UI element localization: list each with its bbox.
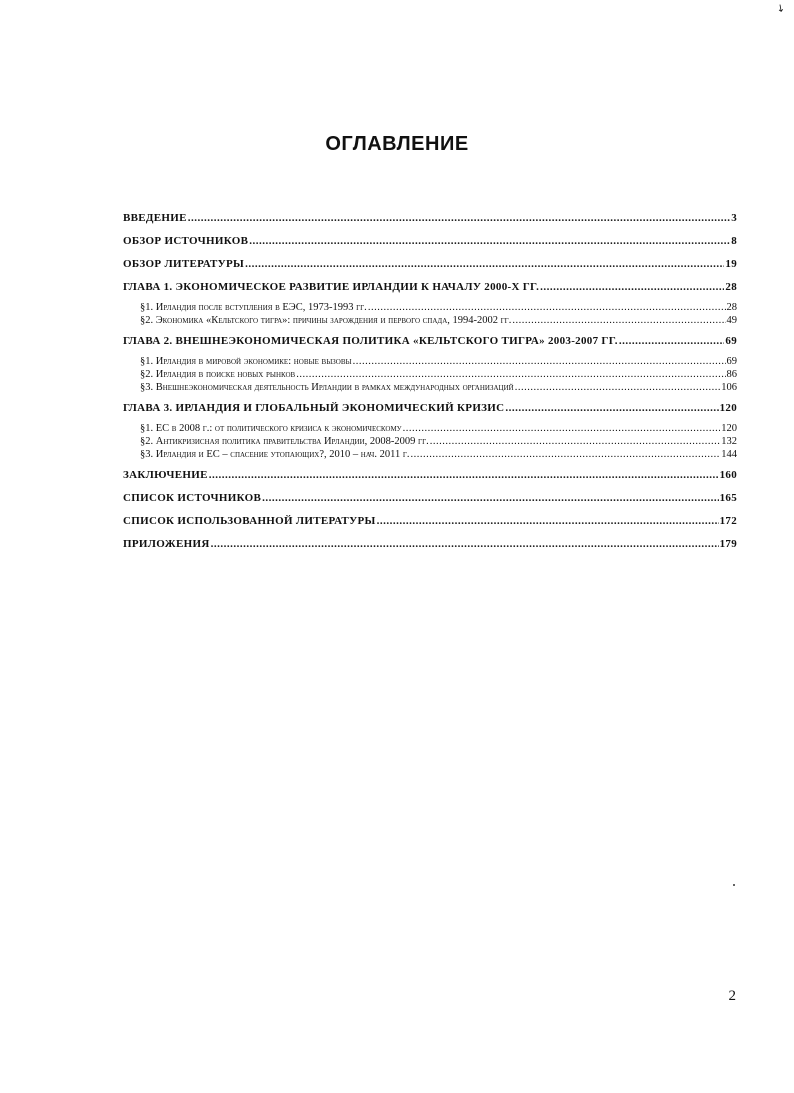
toc-entry [123, 258, 737, 272]
toc-entry-label: ПРИЛОЖЕНИЯ [123, 538, 210, 550]
toc-section [123, 369, 737, 382]
scan-speck [733, 884, 735, 886]
toc-entry-label: СПИСОК ИСПОЛЬЗОВАННОЙ ЛИТЕРАТУРЫ [123, 515, 376, 527]
toc-entry [123, 538, 737, 552]
toc-entry-page: 8 [731, 235, 737, 247]
toc-entry-page: 179 [719, 538, 737, 550]
toc-leader-dots [377, 515, 719, 527]
toc-leader-dots [619, 335, 725, 347]
toc-entry-page: 3 [731, 212, 737, 224]
toc-entry [123, 515, 737, 529]
toc-section-label: §2. Антикризисная политика правительства Ирландии, 2008-2009 гг. [140, 436, 429, 447]
toc-entry [123, 402, 737, 416]
toc-leader-dots [353, 356, 726, 367]
toc-entry-label: ГЛАВА 2. ВНЕШНЕЭКОНОМИЧЕСКАЯ ПОЛИТИКА «КЕЛЬТСКОГО ТИГРА» 2003-2007 ГГ. [123, 335, 618, 347]
toc-section-page: 69 [726, 356, 737, 367]
toc-entry-label: ГЛАВА 3. ИРЛАНДИЯ И ГЛОБАЛЬНЫЙ ЭКОНОМИЧЕСКИЙ КРИЗИС [123, 402, 505, 414]
page-number: 2 [728, 988, 736, 1004]
toc-leader-dots [411, 449, 721, 460]
toc-section [123, 302, 737, 315]
toc-section [123, 449, 737, 462]
toc-leader-dots [211, 538, 719, 550]
toc-leader-dots [403, 423, 721, 434]
toc-leader-dots [515, 382, 721, 393]
toc-section-page: 144 [721, 449, 737, 460]
toc-section-label: §3. Внешнеэкономическая деятельность Ирландии в рамках международных организаций [140, 382, 514, 393]
toc-section-page: 49 [726, 315, 737, 326]
toc-section [123, 423, 737, 436]
toc-leader-dots [505, 402, 718, 414]
toc-entry-page: 28 [725, 281, 737, 293]
toc-section-label: §3. Ирландия и ЕС – спасение утопающих?, 2010 – нач. 2011 г. [140, 449, 410, 460]
toc-entry [123, 469, 737, 483]
toc-entry-page: 165 [719, 492, 737, 504]
toc-leader-dots [262, 492, 718, 504]
toc-entry-label: ОБЗОР ИСТОЧНИКОВ [123, 235, 249, 247]
toc-section [123, 436, 737, 449]
toc-section [123, 356, 737, 369]
toc-leader-dots [368, 302, 726, 313]
toc-section-label: §2. Экономика «Кельтского тигра»: причины зарождения и первого спада, 1994-2002 гг. [140, 315, 512, 326]
toc-entry [123, 492, 737, 506]
toc-section [123, 315, 737, 328]
page-title: ОГЛАВЛЕНИЕ [325, 133, 469, 155]
toc-entry-page: 120 [719, 402, 737, 414]
toc-section-list [123, 356, 737, 395]
toc-section-page: 120 [721, 423, 737, 434]
toc-leader-dots [430, 436, 721, 447]
toc-entry-label: ЗАКЛЮЧЕНИЕ [123, 469, 208, 481]
toc-section-label: §1. Ирландия в мировой экономике: новые вызовы [140, 356, 352, 367]
toc-entry-page: 69 [725, 335, 737, 347]
toc-entry [123, 235, 737, 249]
table-of-contents [123, 212, 737, 552]
toc-entry-label: СПИСОК ИСТОЧНИКОВ [123, 492, 262, 504]
toc-section-page: 28 [726, 302, 737, 313]
toc-section-page: 86 [726, 369, 737, 380]
toc-section-label: §1. Ирландия после вступления в ЕЭС, 1973-1993 гг. [140, 302, 367, 313]
toc-entry-label: ВВЕДЕНИЕ [123, 212, 187, 224]
toc-entry-page: 19 [725, 258, 737, 270]
toc-entry-page: 172 [719, 515, 737, 527]
toc-entry-label: ГЛАВА 1. ЭКОНОМИЧЕСКОЕ РАЗВИТИЕ ИРЛАНДИИ К НАЧАЛУ 2000-Х ГГ. [123, 281, 540, 293]
toc-leader-dots [209, 469, 719, 481]
toc-entry [123, 281, 737, 295]
toc-leader-dots [188, 212, 730, 224]
toc-section-page: 132 [721, 436, 737, 447]
toc-entry-page: 160 [719, 469, 737, 481]
scan-corner-mark: ↘ [773, 1, 787, 16]
toc-section-label: §2. Ирландия в поиске новых рынков [140, 369, 296, 380]
toc-entry [123, 212, 737, 226]
toc-leader-dots [296, 369, 725, 380]
toc-leader-dots [540, 281, 724, 293]
toc-section-list [123, 423, 737, 462]
toc-leader-dots [249, 235, 730, 247]
toc-entry-label: ОБЗОР ЛИТЕРАТУРЫ [123, 258, 245, 270]
toc-section-list [123, 302, 737, 328]
toc-leader-dots [245, 258, 724, 270]
toc-section-page: 106 [721, 382, 737, 393]
toc-section-label: §1. ЕС в 2008 г.: от политического кризиса к экономическому [140, 423, 402, 434]
toc-leader-dots [512, 315, 725, 326]
toc-entry [123, 335, 737, 349]
toc-section [123, 382, 737, 395]
